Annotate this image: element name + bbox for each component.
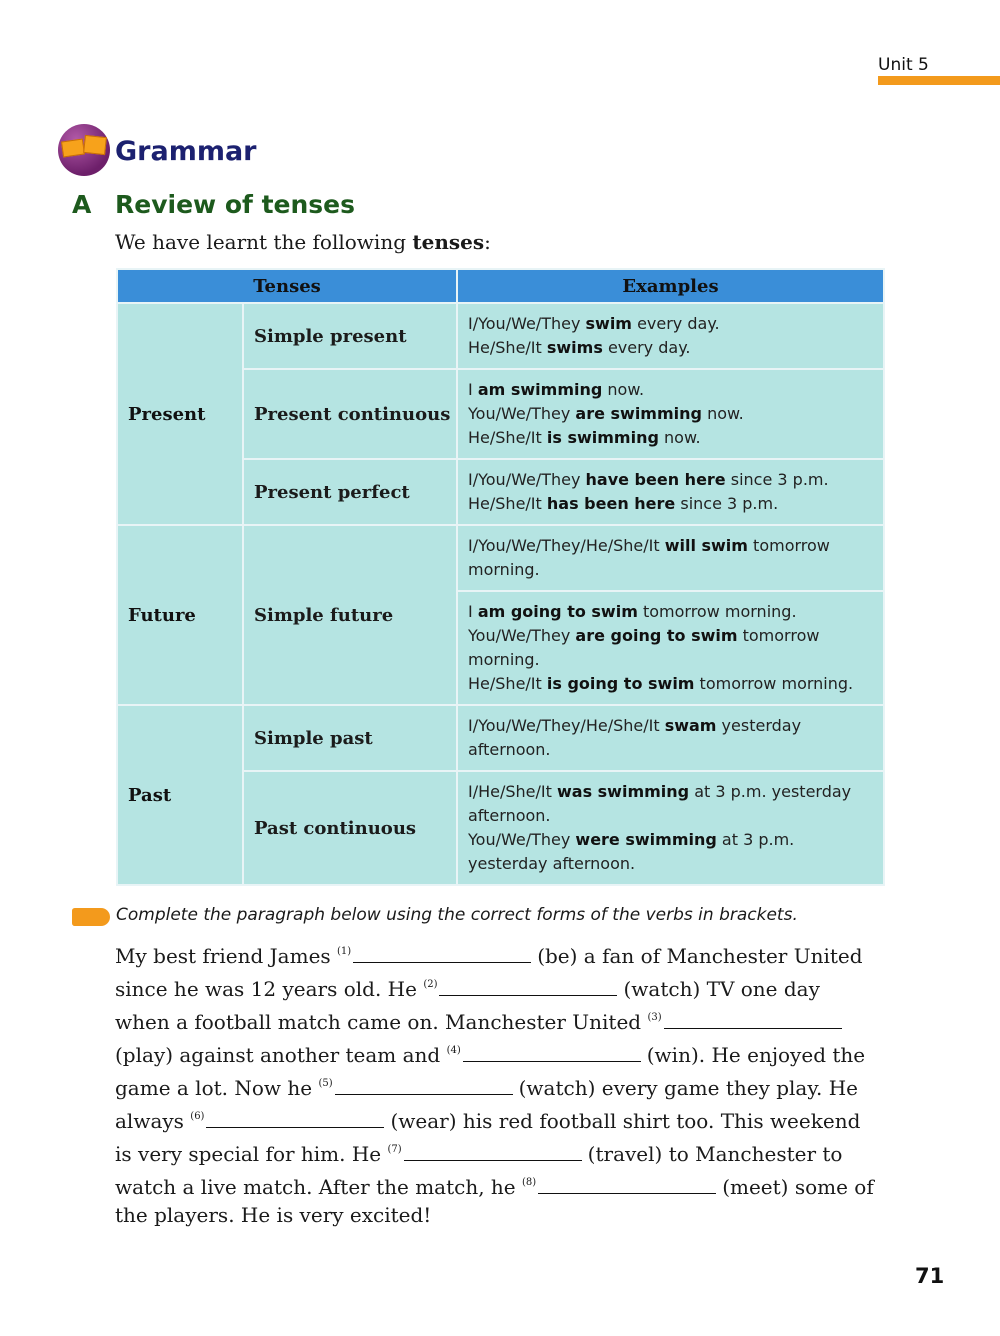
unit-bar bbox=[878, 76, 1000, 85]
sentence-text: He/She/It bbox=[468, 428, 547, 447]
tense-examples bbox=[457, 369, 884, 459]
tense-name: Simple future bbox=[243, 525, 457, 705]
tense-name: Simple present bbox=[243, 303, 457, 369]
paragraph-line bbox=[115, 1199, 885, 1232]
blank-number: (1) bbox=[337, 946, 352, 957]
example-sentence bbox=[468, 336, 873, 360]
sentence-text: I bbox=[468, 380, 478, 399]
paragraph-line bbox=[115, 1133, 885, 1166]
verb-form: were swimming bbox=[575, 830, 717, 849]
paragraph-text: is very special for him. He bbox=[115, 1142, 388, 1166]
verb-form: is swimming bbox=[546, 428, 659, 447]
blank-number: (5) bbox=[318, 1078, 333, 1089]
paragraph-text: (meet) some of bbox=[722, 1175, 874, 1199]
paragraph-line bbox=[115, 968, 885, 1001]
blank-number: (8) bbox=[522, 1177, 537, 1188]
subsection-heading: Review of tenses bbox=[115, 190, 356, 219]
paragraph-text: (be) a fan of Manchester United bbox=[537, 944, 863, 968]
sentence-text: since 3 p.m. bbox=[675, 494, 779, 513]
sentence-text: now. bbox=[602, 380, 645, 399]
example-sentence bbox=[468, 492, 873, 516]
example-sentence bbox=[468, 534, 873, 582]
subsection-letter: A bbox=[72, 190, 92, 219]
paragraph-text: My best friend James bbox=[115, 944, 338, 968]
sentence-text: He/She/It bbox=[468, 494, 547, 513]
verb-form: am swimming bbox=[477, 380, 603, 399]
tense-examples bbox=[457, 459, 884, 525]
sentence-text: He/She/It bbox=[468, 338, 547, 357]
sentence-text: I/You/We/They bbox=[468, 470, 586, 489]
tense-examples bbox=[457, 525, 884, 591]
section-title: Grammar bbox=[115, 136, 257, 167]
sentence-text: at 3 p.m. yesterday afternoon. bbox=[468, 782, 852, 825]
example-sentence bbox=[468, 402, 873, 426]
sentence-text: now. bbox=[658, 428, 701, 447]
paragraph-line bbox=[115, 935, 885, 968]
page-number: 71 bbox=[915, 1264, 945, 1288]
paragraph-line bbox=[115, 1166, 885, 1199]
sentence-text: every day. bbox=[602, 338, 691, 357]
tense-name: Present perfect bbox=[243, 459, 457, 525]
example-sentence bbox=[468, 828, 873, 876]
example-sentence bbox=[468, 468, 873, 492]
paragraph-text: (watch) TV one day bbox=[623, 977, 820, 1001]
verb-form: has been here bbox=[546, 494, 676, 513]
sentence-text: I bbox=[468, 602, 478, 621]
blank-number: (7) bbox=[387, 1144, 402, 1155]
verb-form: have been here bbox=[585, 470, 726, 489]
puzzle-piece-left bbox=[61, 139, 85, 158]
answer-blank[interactable] bbox=[664, 1009, 842, 1029]
paragraph-line bbox=[115, 1001, 885, 1034]
tense-name: Past continuous bbox=[243, 771, 457, 885]
example-sentence bbox=[468, 672, 873, 696]
verb-form: swims bbox=[546, 338, 603, 357]
verb-form: will swim bbox=[664, 536, 748, 555]
example-sentence bbox=[468, 378, 873, 402]
sentence-text: He/She/It bbox=[468, 674, 547, 693]
paragraph-line bbox=[115, 1100, 885, 1133]
paragraph-text: (travel) to Manchester to bbox=[587, 1142, 843, 1166]
group-present: Present bbox=[117, 303, 243, 525]
table-header-row bbox=[117, 269, 884, 303]
sentence-text: You/We/They bbox=[468, 404, 576, 423]
tense-examples bbox=[457, 591, 884, 705]
paragraph-text: when a football match came on. Manchester United bbox=[115, 1010, 648, 1034]
verb-form: are swimming bbox=[575, 404, 702, 423]
sentence-text: I/You/We/They/He/She/It bbox=[468, 716, 665, 735]
sentence-text: yesterday afternoon. bbox=[468, 716, 802, 759]
sentence-text: now. bbox=[701, 404, 744, 423]
unit-label: Unit 5 bbox=[878, 55, 929, 75]
example-sentence bbox=[468, 426, 873, 450]
tense-examples bbox=[457, 771, 884, 885]
blank-number: (4) bbox=[446, 1045, 461, 1056]
sentence-text: I/You/We/They/He/She/It bbox=[468, 536, 665, 555]
answer-blank[interactable] bbox=[206, 1108, 384, 1128]
sentence-text: at 3 p.m. yesterday afternoon. bbox=[468, 830, 795, 873]
exercise-instruction: Complete the paragraph below using the correct forms of the verbs in brackets. bbox=[116, 905, 798, 925]
verb-form: is going to swim bbox=[546, 674, 695, 693]
sentence-text: You/We/They bbox=[468, 830, 576, 849]
table-row bbox=[117, 525, 884, 591]
group-past: Past bbox=[117, 705, 243, 885]
tense-examples bbox=[457, 303, 884, 369]
tenses-table bbox=[116, 268, 885, 886]
example-sentence bbox=[468, 714, 873, 762]
tense-name: Present continuous bbox=[243, 369, 457, 459]
sentence-text: tomorrow morning. bbox=[468, 536, 830, 579]
intro-prefix: We have learnt the following bbox=[115, 230, 413, 254]
answer-blank[interactable] bbox=[335, 1075, 513, 1095]
sentence-text: tomorrow morning. bbox=[694, 674, 854, 693]
table-row bbox=[117, 705, 884, 771]
example-sentence bbox=[468, 624, 873, 672]
sentence-text: tomorrow morning. bbox=[637, 602, 797, 621]
sentence-text: since 3 p.m. bbox=[725, 470, 829, 489]
sentence-text: I/You/We/They bbox=[468, 314, 586, 333]
intro-bold: tenses bbox=[412, 230, 485, 254]
example-sentence bbox=[468, 600, 873, 624]
paragraph-line bbox=[115, 1067, 885, 1100]
sentence-text: You/We/They bbox=[468, 626, 576, 645]
blank-number: (2) bbox=[423, 979, 438, 990]
verb-form: swim bbox=[585, 314, 632, 333]
instruction-marker bbox=[72, 908, 110, 926]
tense-name: Simple past bbox=[243, 705, 457, 771]
blank-number: (3) bbox=[647, 1012, 662, 1023]
paragraph-text: (watch) every game they play. He bbox=[518, 1076, 858, 1100]
paragraph-text: game a lot. Now he bbox=[115, 1076, 319, 1100]
verb-form: am going to swim bbox=[477, 602, 638, 621]
paragraph-line bbox=[115, 1034, 885, 1067]
paragraph-text: (play) against another team and bbox=[115, 1043, 447, 1067]
answer-blank[interactable] bbox=[353, 943, 531, 963]
puzzle-icon bbox=[58, 124, 110, 176]
paragraph-text: since he was 12 years old. He bbox=[115, 977, 424, 1001]
paragraph-text: (wear) his red football shirt too. This weekend bbox=[390, 1109, 861, 1133]
sentence-text: every day. bbox=[631, 314, 720, 333]
sentence-text: I/He/She/It bbox=[468, 782, 557, 801]
paragraph-text: always bbox=[115, 1109, 191, 1133]
intro-text bbox=[115, 230, 491, 254]
table-row bbox=[117, 303, 884, 369]
header-tenses: Tenses bbox=[117, 269, 457, 303]
answer-blank[interactable] bbox=[538, 1174, 716, 1194]
header-examples: Examples bbox=[457, 269, 884, 303]
blank-number: (6) bbox=[190, 1111, 205, 1122]
group-future: Future bbox=[117, 525, 243, 705]
answer-blank[interactable] bbox=[463, 1042, 641, 1062]
verb-form: was swimming bbox=[556, 782, 690, 801]
verb-form: are going to swim bbox=[575, 626, 738, 645]
intro-suffix: : bbox=[484, 230, 491, 254]
paragraph-text: (win). He enjoyed the bbox=[646, 1043, 866, 1067]
verb-form: swam bbox=[664, 716, 717, 735]
puzzle-piece-right bbox=[83, 135, 107, 155]
exercise-paragraph bbox=[115, 935, 885, 1232]
answer-blank[interactable] bbox=[439, 976, 617, 996]
example-sentence bbox=[468, 312, 873, 336]
paragraph-text: the players. He is very excited! bbox=[115, 1203, 432, 1227]
paragraph-text: watch a live match. After the match, he bbox=[115, 1175, 523, 1199]
example-sentence bbox=[468, 780, 873, 828]
tense-examples bbox=[457, 705, 884, 771]
answer-blank[interactable] bbox=[404, 1141, 582, 1161]
sentence-text: tomorrow morning. bbox=[468, 626, 820, 669]
